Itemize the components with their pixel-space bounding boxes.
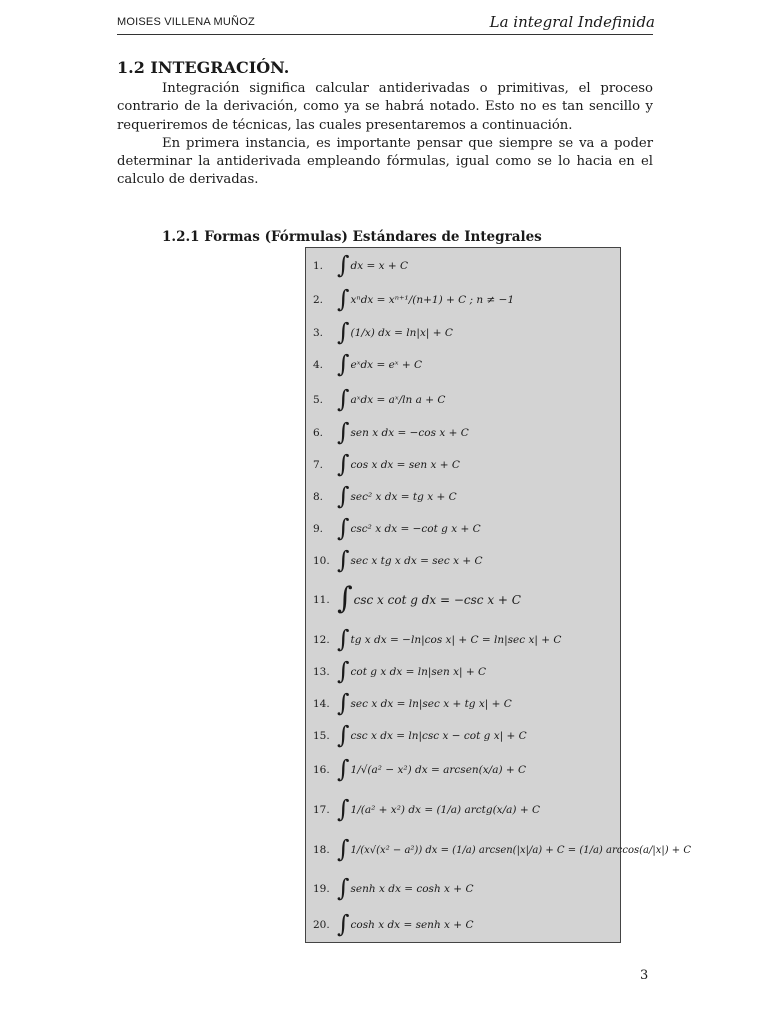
formula-number: 14. bbox=[313, 698, 330, 710]
formula-expression: csc x dx = ln|csc x − cot g x| + C bbox=[350, 730, 527, 742]
formula-number: 9. bbox=[313, 523, 324, 535]
formula-number: 12. bbox=[313, 634, 330, 646]
formula-expression: csc x cot g dx = −csc x + C bbox=[353, 593, 521, 607]
integral-sign-icon: ∫ bbox=[337, 251, 350, 279]
formula-expression: cot g x dx = ln|sen x| + C bbox=[350, 666, 487, 678]
section-body bbox=[117, 80, 653, 190]
formula-number: 20. bbox=[313, 919, 330, 931]
integral-sign-icon: ∫ bbox=[337, 418, 350, 446]
formula-expression: (1/x) dx = ln|x| + C bbox=[350, 327, 453, 339]
integral-sign-icon: ∫ bbox=[337, 795, 350, 823]
paragraph-2: En primera instancia, es importante pensar que siempre se va a poder determinar la antiderivada empleando fórmulas, igual como se lo hacia en el calculo de derivadas. bbox=[117, 135, 653, 188]
integral-sign-icon: ∫ bbox=[337, 657, 350, 685]
integral-sign-icon: ∫ bbox=[337, 546, 350, 574]
formula-number: 4. bbox=[313, 359, 324, 371]
formula-expression: xⁿdx = xⁿ⁺¹/(n+1) + C ; n ≠ −1 bbox=[350, 294, 515, 306]
integral-sign-icon: ∫ bbox=[337, 385, 350, 413]
formula-row bbox=[313, 350, 422, 380]
formula-row bbox=[313, 418, 469, 448]
integral-sign-icon: ∫ bbox=[337, 721, 350, 749]
formula-number: 3. bbox=[313, 327, 324, 339]
formula-expression: aˣdx = aˣ/ln a + C bbox=[350, 394, 446, 406]
formula-expression: cosh x dx = senh x + C bbox=[350, 919, 474, 931]
formula-expression: 1/(x√(x² − a²)) dx = (1/a) arcsen(|x|/a) + C = (1/a) arccos(a/|x|) + C bbox=[350, 844, 691, 856]
section-title: 1.2 INTEGRACIÓN. bbox=[117, 58, 290, 77]
formula-expression: sec² x dx = tg x + C bbox=[350, 491, 457, 503]
formula-number: 19. bbox=[313, 883, 330, 895]
formula-number: 17. bbox=[313, 804, 330, 816]
formula-row bbox=[313, 721, 527, 751]
formula-number: 18. bbox=[313, 844, 330, 856]
integral-sign-icon: ∫ bbox=[337, 625, 350, 653]
header-author: MOISES VILLENA MUÑOZ bbox=[117, 16, 255, 28]
page-header bbox=[117, 12, 653, 35]
formula-number: 6. bbox=[313, 427, 324, 439]
formula-row bbox=[313, 385, 445, 415]
integral-sign-icon: ∫ bbox=[337, 285, 350, 313]
formula-row bbox=[313, 657, 486, 687]
formula-expression: sen x dx = −cos x + C bbox=[350, 427, 469, 439]
formula-number: 5. bbox=[313, 394, 324, 406]
integral-sign-icon: ∫ bbox=[337, 874, 350, 902]
formula-row bbox=[313, 482, 457, 512]
formula-number: 16. bbox=[313, 764, 330, 776]
formula-expression: 1/√(a² − x²) dx = arcsen(x/a) + C bbox=[350, 764, 527, 776]
formula-row bbox=[313, 689, 512, 719]
formula-number: 1. bbox=[313, 260, 324, 272]
formula-row bbox=[313, 285, 514, 315]
header-chapter-title: La integral Indefinida bbox=[489, 13, 655, 31]
formula-expression: 1/(a² + x²) dx = (1/a) arctg(x/a) + C bbox=[350, 804, 540, 816]
formula-row bbox=[313, 546, 483, 576]
integral-sign-icon: ∫ bbox=[337, 450, 350, 478]
formula-expression: tg x dx = −ln|cos x| + C = ln|sec x| + C bbox=[350, 634, 562, 646]
formula-row bbox=[313, 874, 473, 904]
integral-sign-icon: ∫ bbox=[337, 689, 350, 717]
formula-number: 13. bbox=[313, 666, 330, 678]
page-number: 3 bbox=[640, 968, 649, 983]
formula-row bbox=[313, 514, 481, 544]
integral-sign-icon: ∫ bbox=[337, 835, 350, 863]
integral-sign-icon: ∫ bbox=[337, 350, 350, 378]
formula-row bbox=[313, 795, 540, 825]
formula-row bbox=[313, 450, 460, 480]
formula-row bbox=[313, 910, 473, 940]
integral-sign-icon: ∫ bbox=[337, 581, 353, 616]
formula-number: 2. bbox=[313, 294, 324, 306]
integral-sign-icon: ∫ bbox=[337, 755, 350, 783]
integral-sign-icon: ∫ bbox=[337, 482, 350, 510]
formula-expression: sec x dx = ln|sec x + tg x| + C bbox=[350, 698, 512, 710]
formula-number: 7. bbox=[313, 459, 324, 471]
formula-expression: sec x tg x dx = sec x + C bbox=[350, 555, 483, 567]
formula-row bbox=[313, 625, 561, 655]
formula-number: 11. bbox=[313, 594, 330, 606]
formula-expression: senh x dx = cosh x + C bbox=[350, 883, 474, 895]
formula-expression: eˣdx = eˣ + C bbox=[350, 359, 423, 371]
formula-number: 8. bbox=[313, 491, 324, 503]
formula-table bbox=[305, 247, 691, 943]
integral-sign-icon: ∫ bbox=[337, 318, 350, 346]
formula-row bbox=[313, 581, 521, 616]
integral-sign-icon: ∫ bbox=[337, 910, 350, 938]
formula-expression: dx = x + C bbox=[350, 260, 409, 272]
formula-row bbox=[313, 318, 453, 348]
formula-row bbox=[313, 755, 526, 785]
formula-number: 15. bbox=[313, 730, 330, 742]
paragraph-1: Integración significa calcular antiderivadas o primitivas, el proceso contrario de la derivación, como ya se habrá notado. Esto no es tan sencillo y requeriremos de técnicas, las cuales presentaremos a continuación. bbox=[117, 81, 653, 133]
subsection-title: 1.2.1 Formas (Fórmulas) Estándares de Integrales bbox=[162, 229, 542, 245]
formula-expression: cos x dx = sen x + C bbox=[350, 459, 460, 471]
formula-expression: csc² x dx = −cot g x + C bbox=[350, 523, 481, 535]
formula-row bbox=[313, 251, 408, 281]
formula-number: 10. bbox=[313, 555, 330, 567]
formula-row bbox=[313, 835, 691, 865]
integral-sign-icon: ∫ bbox=[337, 514, 350, 542]
